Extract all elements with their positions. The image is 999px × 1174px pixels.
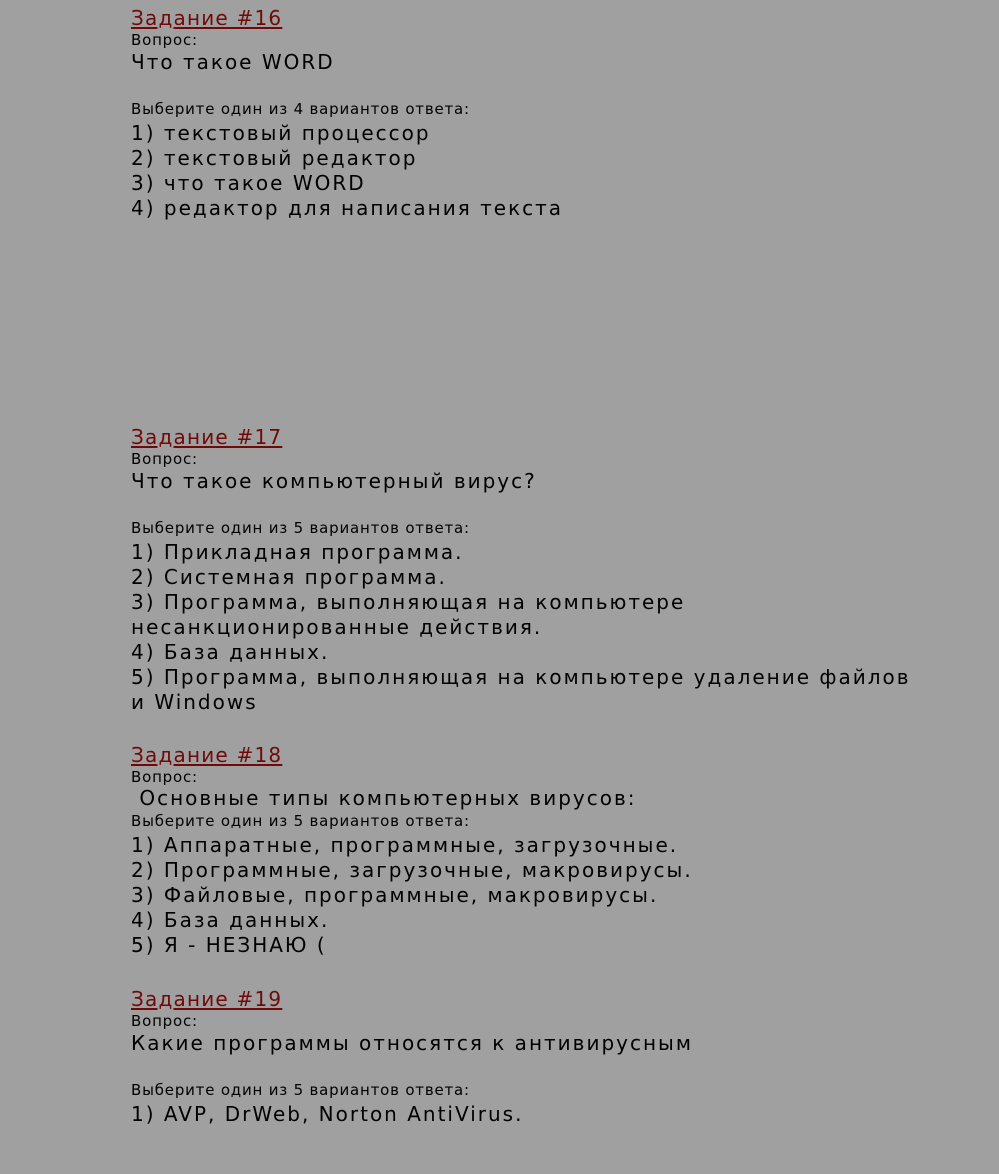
task-title[interactable]: Задание #18 xyxy=(131,743,283,767)
task-16 xyxy=(131,6,931,221)
answer-prompt: Выберите один из 5 вариантов ответа: xyxy=(131,812,470,830)
question-text: Основные типы компьютерных вирусов: xyxy=(131,786,637,810)
task-title[interactable]: Задание #19 xyxy=(131,987,283,1011)
answer-option: 4) редактор для написания текста xyxy=(131,196,564,220)
answer-option: 1) текстовый процессор xyxy=(131,121,431,145)
answer-option: 1) Прикладная программа. xyxy=(131,540,464,564)
answer-option: 5) Программа, выполняющая на компьютере удаление файлов и Windows xyxy=(131,665,919,714)
answer-option: 5) Я - НЕЗНАЮ ( xyxy=(131,933,327,957)
spacer xyxy=(131,75,931,97)
spacer xyxy=(131,494,931,516)
answer-prompt: Выберите один из 5 вариантов ответа: xyxy=(131,519,470,537)
answer-prompt: Выберите один из 5 вариантов ответа: xyxy=(131,1081,470,1099)
task-title[interactable]: Задание #17 xyxy=(131,425,283,449)
answer-option: 3) что такое WORD xyxy=(131,171,366,195)
answer-option: 4) База данных. xyxy=(131,908,330,932)
question-label: Вопрос: xyxy=(131,450,198,468)
answer-prompt: Выберите один из 4 вариантов ответа: xyxy=(131,100,470,118)
question-text: Что такое WORD xyxy=(131,50,335,74)
answer-option: 4) База данных. xyxy=(131,640,330,664)
answer-option: 2) Системная программа. xyxy=(131,565,447,589)
task-title[interactable]: Задание #16 xyxy=(131,6,283,30)
question-label: Вопрос: xyxy=(131,768,198,786)
answer-option: 1) AVP, DrWeb, Norton AntiVirus. xyxy=(131,1102,524,1126)
answer-option: 2) текстовый редактор xyxy=(131,146,418,170)
question-text: Какие программы относятся к антивирусным xyxy=(131,1031,693,1055)
spacer xyxy=(131,1056,931,1078)
answer-option: 2) Программные, загрузочные, макровирусы. xyxy=(131,858,693,882)
question-text: Что такое компьютерный вирус? xyxy=(131,469,537,493)
answer-option: 1) Аппаратные, программные, загрузочные. xyxy=(131,833,679,857)
task-19 xyxy=(131,987,931,1127)
question-label: Вопрос: xyxy=(131,1012,198,1030)
question-label: Вопрос: xyxy=(131,31,198,49)
task-17 xyxy=(131,425,931,715)
task-18 xyxy=(131,743,931,958)
answer-option: 3) Программа, выполняющая на компьютере несанкционированные действия. xyxy=(131,590,694,639)
answer-option: 3) Файловые, программные, макровирусы. xyxy=(131,883,659,907)
